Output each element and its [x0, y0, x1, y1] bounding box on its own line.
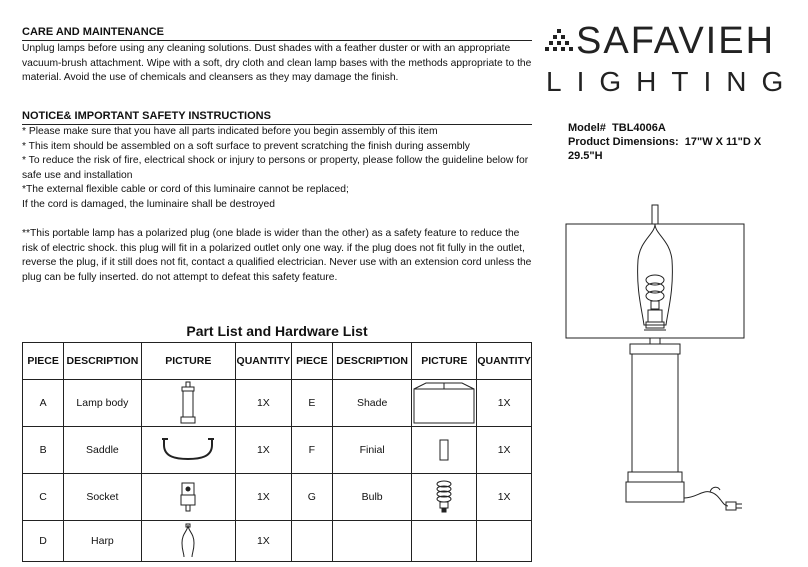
piece-cell: E: [291, 380, 332, 427]
table-row: [23, 521, 532, 562]
parts-table: [22, 342, 532, 562]
care-text: [22, 42, 534, 86]
shade-icon: [412, 381, 476, 425]
lamp-body-icon: [176, 380, 200, 426]
header-description: DESCRIPTION: [64, 343, 142, 380]
lamp-assembly-drawing: [560, 200, 750, 525]
header-quantity-2: QUANTITY: [477, 343, 532, 380]
table-row: [23, 427, 532, 474]
description-cell: Socket: [64, 474, 142, 521]
care-heading: CARE AND MAINTENANCE: [22, 26, 164, 38]
finial-icon: [438, 438, 450, 462]
triangle-dots-logo-icon: [544, 28, 574, 58]
table-row: [23, 474, 532, 521]
description-cell: Bulb: [332, 474, 411, 521]
notice-heading: NOTICE& IMPORTANT SAFETY INSTRUCTIONS: [22, 110, 271, 122]
dims-line: [568, 135, 788, 149]
header-picture: PICTURE: [141, 343, 235, 380]
notice-line: * Please make sure that you have all parts indicated before you begin assembly of this item: [22, 126, 438, 137]
dims-label: Product Dimensions:: [568, 136, 679, 148]
brand-name: SAFAVIEH: [576, 20, 776, 62]
header-picture-2: PICTURE: [412, 343, 477, 380]
piece-cell: B: [23, 427, 64, 474]
picture-cell: [141, 380, 235, 427]
description-cell: Saddle: [64, 427, 142, 474]
notice-line: * This item should be assembled on a soft surface to prevent scratching the finish during assembly: [22, 140, 470, 152]
description-cell: Harp: [64, 521, 142, 562]
description-cell: [332, 521, 411, 562]
picture-cell: [141, 521, 235, 562]
piece-cell: C: [23, 474, 64, 521]
saddle-icon: [160, 435, 216, 465]
product-specs: [568, 121, 788, 163]
quantity-cell: 1X: [235, 521, 291, 562]
care-rule: [22, 40, 532, 41]
picture-cell: [412, 380, 477, 427]
quantity-cell: 1X: [477, 474, 532, 521]
logo-mark: [544, 28, 574, 63]
plug-paragraph: **This portable lamp has a polarized plug (one blade is wider than the other) as a safety feature to reduce the risk of electric shock. this plug will fit in a polarized outlet only one way. if the plug does not fit fully in the outlet, reverse the plug, if it still does not fit, contact a qualified electrician. Never use with an extension cord unless the plug can be fully inserted. do not attempt to defeat this safety feature.: [22, 228, 532, 283]
piece-cell: A: [23, 380, 64, 427]
lamp-drawing-svg: [560, 200, 750, 520]
quantity-cell: 1X: [477, 427, 532, 474]
model-label: Model#: [568, 122, 606, 134]
brand-sub: LIGHTING: [546, 66, 799, 97]
notice-list: [22, 125, 534, 213]
piece-cell: F: [291, 427, 332, 474]
parts-title: Part List and Hardware List: [186, 323, 368, 339]
quantity-cell: 1X: [235, 427, 291, 474]
header-description-2: DESCRIPTION: [332, 343, 411, 380]
header-piece: PIECE: [23, 343, 64, 380]
notice-line: *The external flexible cable or cord of this luminaire cannot be replaced;: [22, 184, 349, 196]
plug-text: [22, 227, 534, 285]
piece-cell: D: [23, 521, 64, 562]
model-value: TBL4006A: [612, 122, 666, 134]
care-paragraph: Unplug lamps before using any cleaning solutions. Dust shades with a feather duster or with an appropriate vacuum-brush attachment. Wipe with a soft, dry cloth and clean lamp bases with the methods appropriate to the material. Avoid the use of chemicals and cleansers as they may damage the finish.: [22, 43, 532, 84]
description-cell: Lamp body: [64, 380, 142, 427]
picture-cell: [412, 474, 477, 521]
dims-line-2: 29.5"H: [568, 150, 603, 162]
description-cell: Shade: [332, 380, 411, 427]
notice-line: * To reduce the risk of fire, electrical shock or injury to persons or property, please follow the guideline below for safe use and installation: [22, 155, 529, 181]
description-cell: Finial: [332, 427, 411, 474]
header-piece-2: PIECE: [291, 343, 332, 380]
notice-line: If the cord is damaged, the luminaire shall be destroyed: [22, 198, 275, 210]
piece-cell: [291, 521, 332, 562]
table-row: [23, 380, 532, 427]
picture-cell: [141, 474, 235, 521]
quantity-cell: 1X: [235, 380, 291, 427]
model-line: [568, 121, 788, 135]
harp-icon: [180, 523, 196, 559]
quantity-cell: 1X: [235, 474, 291, 521]
picture-cell: [412, 427, 477, 474]
header-quantity: QUANTITY: [235, 343, 291, 380]
dims-value: 17"W X 11"D X: [684, 136, 762, 148]
bulb-icon: [434, 479, 454, 515]
quantity-cell: 1X: [477, 380, 532, 427]
picture-cell: [412, 521, 477, 562]
socket-icon: [178, 479, 198, 515]
quantity-cell: [477, 521, 532, 562]
bulb-in-drawing: [646, 275, 664, 309]
parts-header-row: [23, 343, 532, 380]
picture-cell: [141, 427, 235, 474]
piece-cell: G: [291, 474, 332, 521]
